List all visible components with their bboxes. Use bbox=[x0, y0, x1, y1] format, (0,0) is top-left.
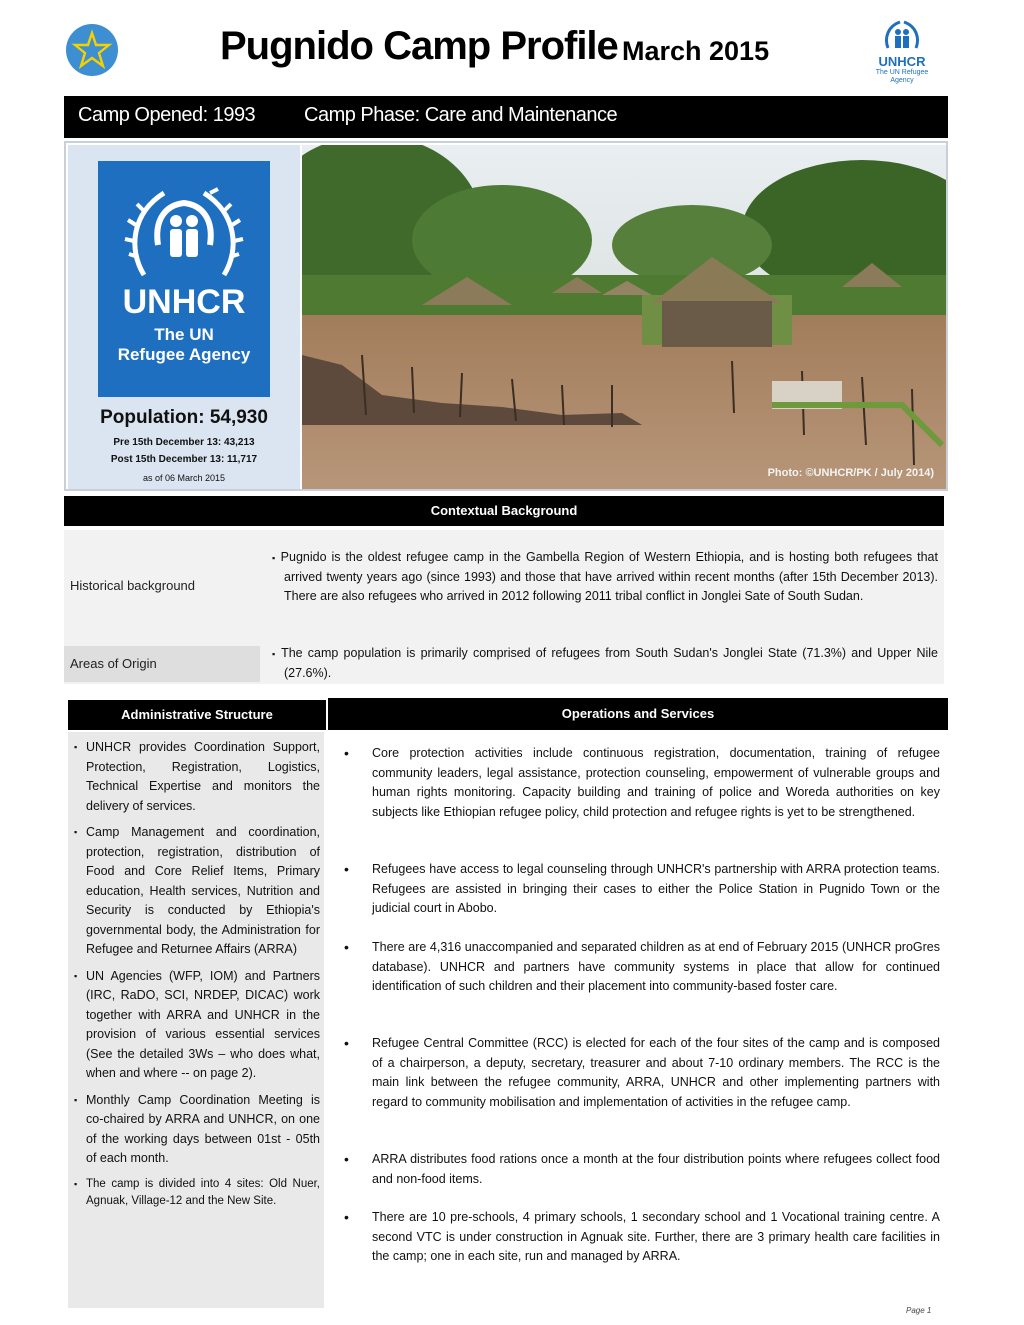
camp-info-bar bbox=[64, 96, 948, 138]
page-date: March 2015 bbox=[622, 36, 770, 66]
camp-opened: Camp Opened: 1993 bbox=[78, 104, 256, 126]
logo-tagline-1: The UN bbox=[154, 325, 214, 344]
ops-item: • Refugees have access to legal counseling through UNHCR's partnership with ARRA protection teams. Refugees are assisted in bringing their cases to either the Police Station in Pugnido Town or the judicial court in Abobo. bbox=[342, 860, 940, 919]
ops-item: • Refugee Central Committee (RCC) is elected for each of the four sites of the camp and is composed of a chairperson, a deputy, secretary, treasurer and about 7-10 ordinary members. The RCC is the main link between the refugee community, ARRA, UNHCR and other implementing partners with regard to community mobilisation and implementation of activities in the refugee camp. bbox=[342, 1034, 940, 1112]
contextual-heading: Contextual Background bbox=[64, 496, 944, 526]
ops-item: • ARRA distributes food rations once a month at the four distribution points where refugees collect food and non-food items. bbox=[342, 1150, 940, 1189]
hero-panel bbox=[64, 141, 948, 491]
page-title: Pugnido Camp Profile bbox=[220, 24, 618, 68]
ethiopia-emblem-icon bbox=[66, 24, 118, 76]
ops-heading: Operations and Services bbox=[328, 698, 948, 730]
ops-column bbox=[328, 732, 948, 1308]
admin-item: ▪ UNHCR provides Coordination Support, Protection, Registration, Logistics, Technical Expertise and monitors the delivery of services. bbox=[72, 738, 320, 816]
admin-item: ▪ Monthly Camp Coordination Meeting is co-chaired by ARRA and UNHCR, on one of the working days between 01st - 05th of each month. bbox=[72, 1091, 320, 1169]
page-number: Page 1 bbox=[906, 1306, 932, 1315]
camp-photo bbox=[302, 145, 946, 489]
ops-item: • There are 4,316 unaccompanied and separated children as at end of February 2015 (UNHCR proGres database). UNHCR and partners have community systems in place that allow for continued identification of such children and their placement into community-based foster care. bbox=[342, 938, 940, 997]
ops-item: • There are 10 pre-schools, 4 primary schools, 1 secondary school and 1 Vocational training centre. A second VTC is under construction in Agnuak site. Further, there are 3 primary health care facilities in the camp; one in each site, run and managed by ARRA. bbox=[342, 1208, 940, 1267]
unhcr-header-wordmark: UNHCR bbox=[878, 54, 926, 69]
unhcr-family-icon bbox=[882, 20, 922, 50]
unhcr-header-logo bbox=[870, 20, 934, 82]
contextual-table bbox=[64, 530, 944, 684]
admin-item: ▪ Camp Management and coordination, protection, registration, distribution of Food and Core Relief Items, Primary education, Health services, Nutrition and Security is conducted by Ethiopia's governmental body, the Administration for Refugee and Returnee Affairs (ARRA) bbox=[72, 823, 320, 960]
population-post: Post 15th December 13: 11,717 bbox=[110, 454, 258, 465]
population-total: Population: 54,930 bbox=[100, 407, 268, 428]
admin-item: ▪ The camp is divided into 4 sites: Old Nuer, Agnuak, Village-12 and the New Site. bbox=[72, 1176, 320, 1210]
admin-item: ▪ UN Agencies (WFP, IOM) and Partners (IRC, RaDO, SCI, NRDEP, DICAC) work together with ARRA and UNHCR in the provision of various essential services (See the detailed 3Ws – who does what, when and where -- on page 2). bbox=[72, 967, 320, 1084]
row-text-origin: ▪ The camp population is primarily comprised of refugees from South Sudan's Jonglei State (71.3%) and Upper Nile (27.6%). bbox=[268, 644, 938, 683]
row-label-historical: Historical background bbox=[70, 578, 196, 593]
camp-phase: Camp Phase: Care and Maintenance bbox=[304, 104, 618, 126]
population-pre: Pre 15th December 13: 43,213 bbox=[113, 437, 255, 448]
population-panel bbox=[68, 145, 300, 489]
population-as-of: as of 06 March 2015 bbox=[142, 473, 226, 483]
ops-item: • Core protection activities include continuous registration, documentation, training of refugee community leaders, legal assistance, protection counseling, empowerment of vulnerable groups and human rights monitoring. Capacity building and training of police and Woreda authorities on key subjects like Ethiopian refugee policy, child protection and refugee rights is yet to be strengthened. bbox=[342, 744, 940, 822]
row-label-origin: Areas of Origin bbox=[64, 646, 260, 682]
admin-heading: Administrative Structure bbox=[68, 700, 326, 730]
unhcr-laurel-icon bbox=[124, 185, 244, 281]
admin-column bbox=[68, 732, 324, 1308]
logo-tagline-2: Refugee Agency bbox=[117, 345, 251, 364]
unhcr-logo bbox=[98, 161, 270, 397]
logo-wordmark: UNHCR bbox=[122, 283, 246, 321]
photo-caption: Photo: ©UNHCR/PK / July 2014) bbox=[767, 467, 934, 479]
unhcr-header-tagline: The UN Refugee Agency bbox=[875, 69, 929, 84]
row-text-historical: ▪ Pugnido is the oldest refugee camp in the Gambella Region of Western Ethiopia, and is hosting both refugees that arrived twenty years ago (since 1993) and those that have arrived within recent months (after 15th December 2013). There are also refugees who arrived in 2012 following 2011 tribal conflict in Jonglei Sate of South Sudan. bbox=[268, 548, 938, 606]
